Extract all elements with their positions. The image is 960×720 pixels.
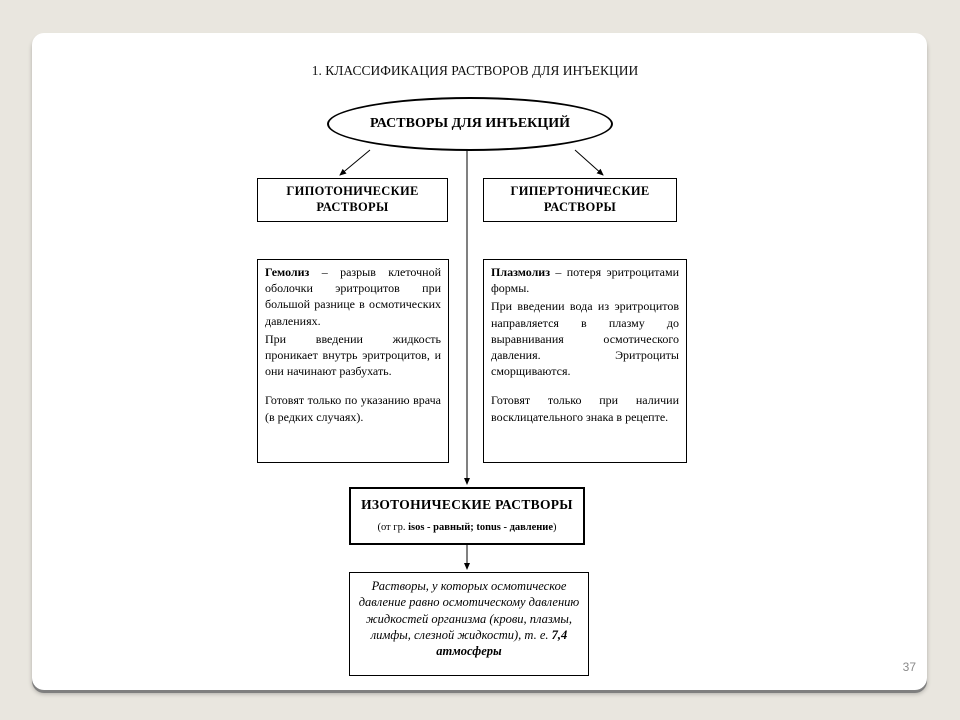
hypotonic-note: Готовят только по указанию врача (в редких случаях). bbox=[265, 393, 441, 424]
isotonic-pressure-value: 7,4 атмосферы bbox=[436, 627, 568, 658]
page-number: 37 bbox=[902, 660, 916, 674]
isotonic-definition-box bbox=[349, 572, 589, 676]
hypotonic-header-line1: ГИПОТОНИЧЕСКИЕ bbox=[286, 184, 419, 199]
arrow-to-hypertonic bbox=[575, 150, 603, 175]
arrow-to-hypotonic bbox=[340, 150, 370, 175]
hypotonic-definition bbox=[265, 264, 441, 329]
hypertonic-header-line1: ГИПЕРТОНИЧЕСКИЕ bbox=[510, 184, 650, 199]
isotonic-definition-text: Растворы, у которых осмотическое давление равно осмотическому давлению жидкостей организма (крови, плазмы, лимфы, слезной жидкости), т. е. bbox=[358, 579, 580, 642]
hypertonic-mechanism: При введении вода из эритроцитов направляется в плазму до выравнивания осмотического давления. Эритроциты сморщиваются. bbox=[491, 299, 679, 379]
isotonic-subtitle-etymology: isos - равный; tonus - давление bbox=[408, 522, 554, 533]
hypertonic-note: Готовят только при наличии восклицательного знака в рецепте. bbox=[491, 393, 679, 424]
hypertonic-description-box bbox=[483, 259, 687, 463]
hypertonic-definition-text: – потеря эритроцитами формы. bbox=[491, 265, 679, 296]
isotonic-header: ИЗОТОНИЧЕСКИЕ РАСТВОРЫ bbox=[361, 497, 573, 512]
hypotonic-definition-text: – разрыв клеточной оболочки эритроцитов при большой разнице в осмотических давлениях. bbox=[265, 265, 441, 328]
hypertonic-header-line2: РАСТВОРЫ bbox=[543, 200, 617, 214]
slide-title: 1. КЛАССИФИКАЦИЯ РАСТВОРОВ ДЛЯ ИНЪЕКЦИИ bbox=[311, 63, 639, 78]
root-node: РАСТВОРЫ ДЛЯ ИНЪЕКЦИЙ bbox=[327, 97, 613, 151]
hypertonic-definition bbox=[491, 264, 679, 296]
hypotonic-header-line2: РАСТВОРЫ bbox=[316, 200, 389, 214]
hypertonic-header-box bbox=[483, 178, 677, 222]
hypotonic-description-box bbox=[257, 259, 449, 463]
hypotonic-header-box bbox=[257, 178, 448, 222]
isotonic-subtitle bbox=[351, 522, 583, 533]
hypotonic-mechanism: При введении жидкость проникает внутрь эритроцитов, и они начинают разбухать. bbox=[265, 331, 441, 379]
isotonic-box bbox=[349, 487, 585, 545]
isotonic-subtitle-prefix: (от гр. bbox=[377, 522, 409, 533]
hypertonic-term: Плазмолиз bbox=[491, 265, 551, 279]
isotonic-subtitle-suffix: ) bbox=[553, 522, 557, 533]
hypotonic-term: Гемолиз bbox=[265, 265, 310, 279]
